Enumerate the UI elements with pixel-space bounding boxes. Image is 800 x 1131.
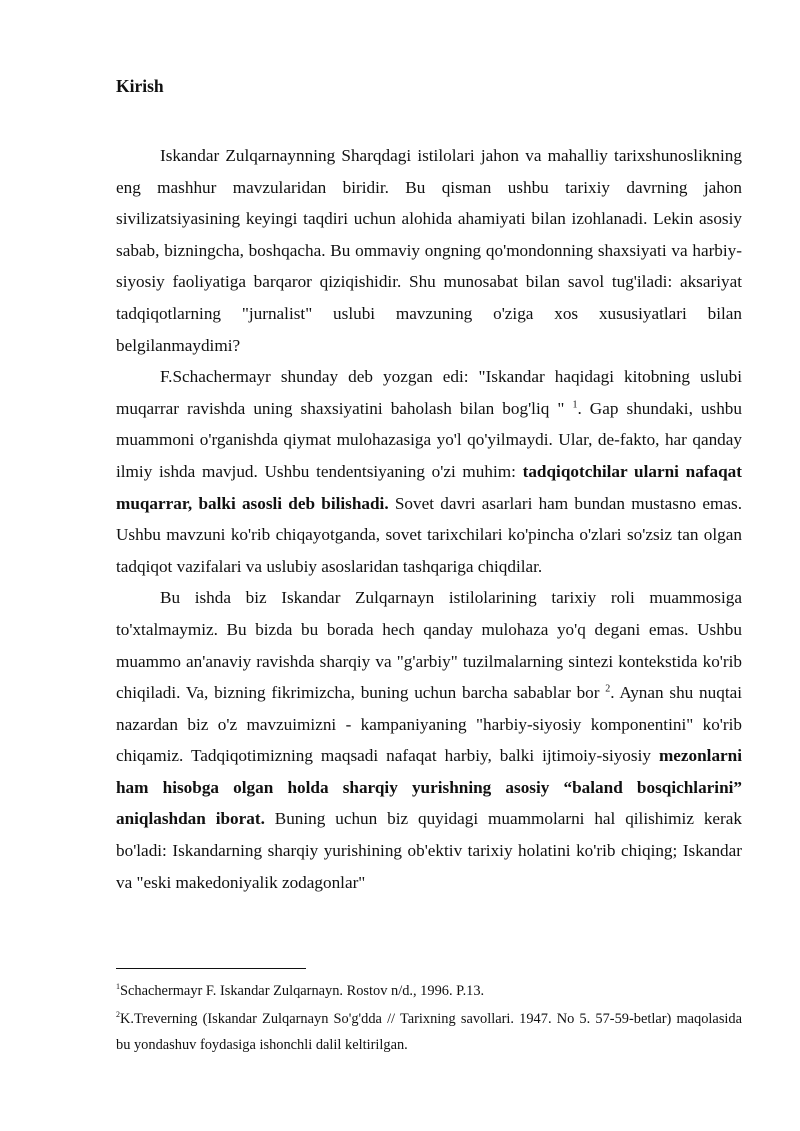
body-text bbox=[116, 140, 742, 898]
footnote-1-mark: 1 bbox=[116, 982, 120, 992]
paragraph-3-text-a: Bu ishda biz Iskandar Zulqarnayn istilolarining tarixiy roli muammosiga to'xtalmaymiz. Bu bizda bu borada hech qanday mulohaza yo'q degani emas. Ushbu muammo an'anaviy ravishda sharqiy va "g'arbiy" tuzilmalarning sintezi kontekstida ko'rib chiqiladi. Va, bizning fikrimizcha, buning uchun barcha sabablar bor bbox=[116, 588, 742, 703]
paragraph-3-text-b: . Aynan shu nuqtai nazardan biz o'z mavzuimizni - kampaniyaning "harbiy-siyosiy komponentini" ko'rib chiqamiz. Tadqiqotimizning maqsadi nafaqat harbiy, balki ijtimoiy-siyosiy bbox=[116, 683, 742, 766]
paragraph-3-text-c: Buning uchun biz quyidagi muammolarni hal qilishimiz kerak bo'ladi: Iskandarning sharqiy yurishining ob'ektiv tarixiy holatini ko'rib chiqing; Iskandar va "eski makedoniyalik zodagonlar" bbox=[116, 809, 742, 892]
section-heading: Kirish bbox=[116, 76, 164, 96]
footnotes bbox=[116, 978, 742, 1058]
paragraph-1 bbox=[116, 140, 742, 361]
footnote-ref-1[interactable]: 1 bbox=[572, 399, 578, 411]
footnote-1-text: Schachermayr F. Iskandar Zulqarnayn. Rostov n/d., 1996. P.13. bbox=[120, 983, 485, 999]
paragraph-3-bold: mezonlarni ham hisobga olgan holda sharqiy yurishning asosiy “baland bosqichlarini” aniqlashdan iborat. bbox=[116, 746, 742, 829]
paragraph-2-text-a: F.Schachermayr shunday deb yozgan edi: "Iskandar haqidagi kitobning uslubi muqarrar ravishda uning shaxsiyatini baholash bilan bog'liq " bbox=[116, 367, 742, 418]
footnote-ref-2[interactable]: 2 bbox=[605, 683, 611, 695]
paragraph-2-text-b: . Gap shundaki, ushbu muammoni o'rganishda qiymat mulohazasiga yo'l qo'yilmaydi. Ular, de-fakto, har qanday ilmiy ishda mavjud. Ushbu tendentsiyaning o'zi muhim: bbox=[116, 398, 742, 481]
paragraph-3 bbox=[116, 582, 742, 898]
footnote-separator bbox=[116, 968, 306, 969]
footnote-2-mark: 2 bbox=[116, 1010, 120, 1020]
footnote-2-text: K.Treverning (Iskandar Zulqarnayn So'g'dda // Tarixning savollari. 1947. No 5. 57-59-betlar) maqolasida bu yondashuv foydasiga ishonchli dalil keltirilgan. bbox=[116, 1011, 742, 1053]
paragraph-2-text-c: Sovet davri asarlari ham bundan mustasno emas. Ushbu mavzuni ko'rib chiqayotganda, sovet tarixchilari ko'pincha o'zlari so'zsiz tan olgan tadqiqot vazifalari va uslubiy asoslaridan tashqariga chiqdilar. bbox=[116, 493, 742, 576]
footnote-1 bbox=[116, 978, 742, 1004]
paragraph-2-bold: tadqiqotchilar ularni nafaqat muqarrar, balki asosli deb bilishadi. bbox=[116, 461, 742, 513]
footnote-2 bbox=[116, 1006, 742, 1058]
paragraph-2 bbox=[116, 361, 742, 582]
paragraph-1-text: Iskandar Zulqarnaynning Sharqdagi istilolari jahon va mahalliy tarixshunoslikning eng mashhur mavzularidan biridir. Bu qisman ushbu tarixiy davrning jahon sivilizatsiyasining keyingi taqdiri uchun alohida ahamiyati bilan izohlanadi. Lekin asosiy sabab, bizningcha, boshqacha. Bu ommaviy ongning qo'mondonning shaxsiyati va harbiy-siyosiy faoliyatiga barqaror qiziqishidir. Shu munosabat bilan savol tug'iladi: aksariyat tadqiqotlarning "jurnalist" uslubi mavzuning o'ziga xos xususiyatlari bilan belgilanmaydimi? bbox=[116, 146, 742, 355]
